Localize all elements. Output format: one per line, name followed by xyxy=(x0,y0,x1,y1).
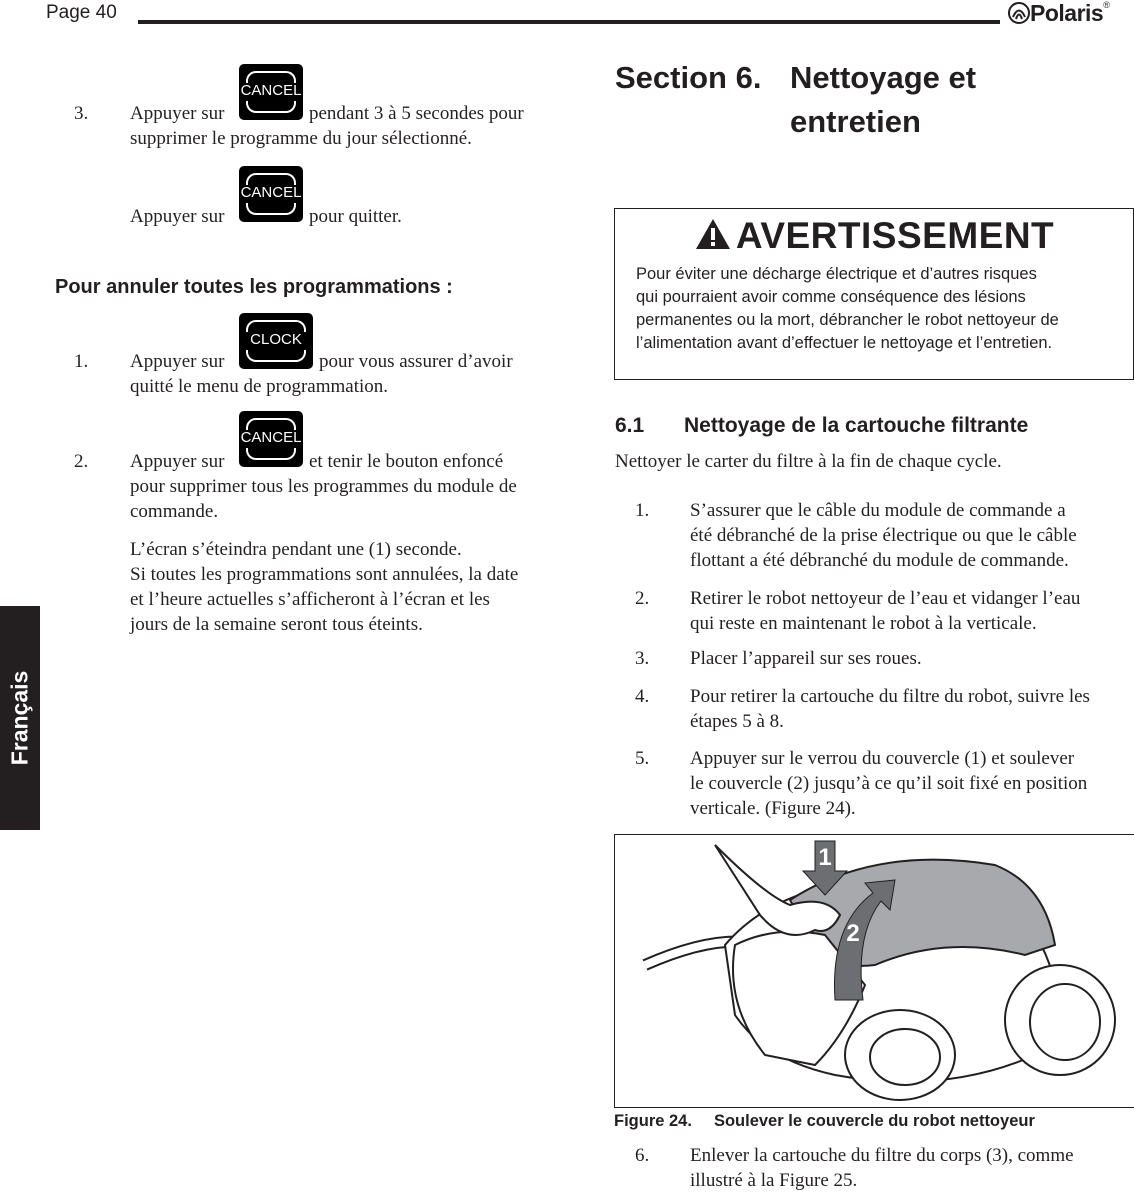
step-text-line2: supprimer le programme du jour sélectionné. xyxy=(130,128,472,149)
language-tab-label: Français xyxy=(6,670,33,766)
step-text: Appuyer sur xyxy=(130,351,225,372)
warning-text: Pour éviter une décharge électrique et d’autres risques qui pourraient avoir comme conséquence des lésions permanentes ou la mort, débrancher le robot nettoyeur de l’alimentation avant d’effectuer le nettoyage et l’entretien. xyxy=(636,265,1059,352)
brand-name: Polaris xyxy=(1030,0,1104,26)
callout-1: 1 xyxy=(818,844,832,871)
step-text: Pour retirer la cartouche du filtre du robot, suivre les étapes 5 à 8. xyxy=(690,686,1090,732)
step-number: 5. xyxy=(635,748,650,769)
step-text: Appuyer sur xyxy=(130,103,225,124)
step-number: 2. xyxy=(635,588,650,609)
intro-text: Nettoyer le carter du filtre à la fin de chaque cycle. xyxy=(615,451,1002,472)
note-line: et l’heure actuelles s’afficheront à l’écran et les xyxy=(130,589,490,610)
note-line: jours de la semaine seront tous éteints. xyxy=(130,614,423,635)
callout-2: 2 xyxy=(846,920,860,947)
warning-triangle-icon xyxy=(694,217,732,251)
cancel-key-icon: CANCEL xyxy=(239,166,303,222)
step-number: 6. xyxy=(635,1145,650,1166)
step-text-line2: pour supprimer tous les programmes du module de xyxy=(130,476,517,497)
step-text-line3: commande. xyxy=(130,501,219,522)
step-text-cont: pour vous assurer d’avoir xyxy=(319,351,513,372)
cancel-key-icon: CANCEL xyxy=(239,64,303,120)
step-text: Enlever la cartouche du filtre du corps (3), comme illustré à la Figure 25. xyxy=(690,1145,1074,1191)
note-line: L’écran s’éteindra pendant une (1) seconde. xyxy=(130,539,462,560)
subsection-number: 6.1 xyxy=(615,414,645,437)
step-number: 3. xyxy=(74,103,89,124)
brand-logo xyxy=(1008,0,1109,27)
step-text-line2: quitté le menu de programmation. xyxy=(130,376,389,397)
cancel-key-icon: CANCEL xyxy=(239,411,303,467)
step-number: 3. xyxy=(635,648,650,669)
page-number: Page 40 xyxy=(46,2,117,23)
step-number: 4. xyxy=(635,686,650,707)
step-text: Placer l’appareil sur ses roues. xyxy=(690,648,922,669)
step-text: Appuyer sur le verrou du couvercle (1) et soulever le couvercle (2) jusqu’à ce qu’il soit fixé en position verticale. (Figure 24). xyxy=(690,748,1088,819)
section-title-line1: Nettoyage et xyxy=(790,60,977,95)
quit-text: Appuyer sur xyxy=(130,206,225,227)
section-number: Section 6. xyxy=(615,60,762,95)
quit-text-cont: pour quitter. xyxy=(309,206,402,227)
step-number: 1. xyxy=(74,351,89,372)
registered-mark: ® xyxy=(1103,0,1110,10)
clock-key-icon: CLOCK xyxy=(239,313,313,369)
step-text-cont: et tenir le bouton enfoncé xyxy=(309,451,504,472)
note-line: Si toutes les programmations sont annulées, la date xyxy=(130,564,519,585)
polaris-logo-icon xyxy=(1008,2,1030,24)
language-tab xyxy=(0,606,40,830)
step-number: 2. xyxy=(74,451,89,472)
warning-box xyxy=(614,208,1134,380)
step-text: S’assurer que le câble du module de commande a été débranché de la prise électrique ou que le câble flottant a été débranché du module de commande. xyxy=(690,500,1077,571)
step-number: 1. xyxy=(635,500,650,521)
header-rule xyxy=(138,20,1000,24)
step-text-cont: pendant 3 à 5 secondes pour xyxy=(309,103,524,124)
warning-title: AVERTISSEMENT xyxy=(615,215,1133,257)
robot-cleaner-illustration xyxy=(615,835,1134,1107)
cancel-all-heading: Pour annuler toutes les programmations : xyxy=(55,276,453,298)
step-text: Retirer le robot nettoyeur de l’eau et vidanger l’eau qui reste en maintenant le robot à la verticale. xyxy=(690,588,1081,634)
subsection-title: Nettoyage de la cartouche filtrante xyxy=(684,414,1029,437)
section-title-line2: entretien xyxy=(790,104,921,139)
step-text: Appuyer sur xyxy=(130,451,225,472)
figure-caption: Figure 24. Soulever le couvercle du robot nettoyeur xyxy=(614,1112,1035,1130)
figure-24 xyxy=(614,834,1134,1108)
